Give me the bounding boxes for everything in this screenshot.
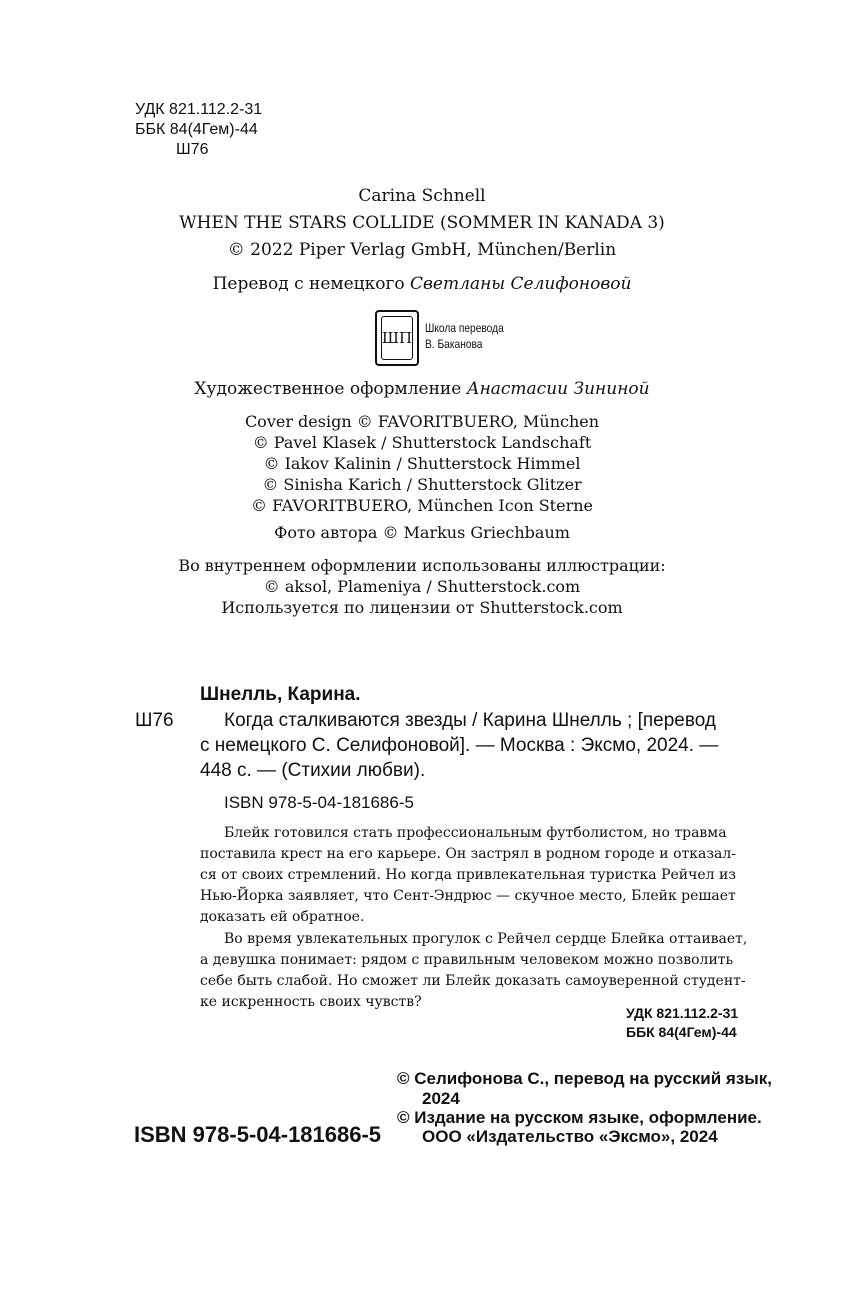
annotation-line: себе быть слабой. Но сможет ли Блейк доказать самоуверенной студент- — [200, 973, 746, 989]
cover-credit: Cover design © FAVORITBUERO, München — [244, 412, 600, 431]
copyright-translation: © Селифонова С., перевод на русский язык, — [397, 1069, 773, 1088]
annotation-line: ся от своих стремлений. Но когда привлекательная туристка Рейчел из — [200, 867, 736, 883]
cover-credit: © Iakov Kalinin / Shutterstock Himmel — [263, 454, 581, 473]
logo-glyph: ШП — [381, 316, 413, 360]
original-author: Carina Schnell — [358, 186, 486, 206]
cover-credit: © Pavel Klasek / Shutterstock Landschaft — [252, 433, 592, 452]
bib-line: Когда сталкиваются звезды / Карина Шнелль ; [перевод — [224, 710, 716, 731]
annotation-line: Во время увлекательных прогулок с Рейчел сердце Блейка оттаивает, — [224, 931, 748, 947]
annotation-line: поставила крест на его карьере. Он застрял в родном городе и отказал- — [200, 846, 736, 862]
bbk-code: ББК 84(4Гем)-44 — [135, 121, 258, 138]
art-design-label: Художественное оформление — [194, 379, 462, 399]
isbn-large: ISBN 978-5-04-181686-5 — [134, 1122, 382, 1147]
bib-isbn: ISBN 978-5-04-181686-5 — [224, 793, 414, 812]
cover-credit: © Sinisha Karich / Shutterstock Glitzer — [262, 475, 582, 494]
annotation-line: Нью-Йорка заявляет, что Сент-Эндрюс — скучное место, Блейк решает — [200, 888, 736, 904]
annotation-line: Блейк готовился стать профессиональным футболистом, но травма — [224, 825, 727, 841]
udk-code: УДК 821.112.2-31 — [135, 101, 263, 118]
bib-heading: Шнелль, Карина. — [200, 684, 361, 705]
bib-mark: Ш76 — [135, 710, 174, 731]
bib-line: 448 с. — (Стихии любви). — [200, 760, 426, 781]
annotation-line: ке искренность своих чувств? — [200, 994, 422, 1010]
annotation-line: а девушка понимает: рядом с правильным человеком можно позволить — [200, 952, 734, 968]
copyright-edition: © Издание на русском языке, оформление. — [397, 1108, 762, 1127]
bib-line: с немецкого С. Селифоновой]. — Москва : Эксмо, 2024. — — [200, 735, 719, 756]
logo-text-line1: Школа перевода — [425, 321, 504, 335]
illustrations-line: Во внутреннем оформлении использованы иллюстрации: — [178, 556, 666, 575]
art-design-line — [0, 379, 844, 399]
author-photo-credit: Фото автора © Markus Griechbaum — [274, 523, 570, 542]
footer-bbk: ББК 84(4Гем)-44 — [626, 1024, 737, 1040]
translation-line — [0, 274, 844, 294]
original-copyright: © 2022 Piper Verlag GmbH, München/Berlin — [227, 240, 617, 260]
school-logo-icon — [375, 310, 419, 366]
copyright-publisher: ООО «Издательство «Эксмо», 2024 — [422, 1127, 718, 1146]
illustrations-line: © aksol, Plameniya / Shutterstock.com — [263, 577, 581, 596]
translator-name: Светланы Селифоновой — [410, 274, 632, 294]
copyright-translation-year: 2024 — [422, 1089, 460, 1108]
annotation-line: доказать ей обратное. — [200, 909, 365, 925]
cover-credit: © FAVORITBUERO, München Icon Sterne — [250, 496, 593, 515]
original-title: WHEN THE STARS COLLIDE (SOMMER IN KANADA 3) — [179, 213, 665, 233]
logo-text-line2: В. Баканова — [425, 337, 483, 351]
translation-label: Перевод с немецкого — [212, 274, 405, 294]
illustrations-line: Используется по лицензии от Shutterstock.com — [221, 598, 623, 617]
author-mark: Ш76 — [176, 141, 209, 158]
art-designer-name: Анастасии Зининой — [466, 379, 650, 399]
footer-udk: УДК 821.112.2-31 — [626, 1005, 739, 1021]
